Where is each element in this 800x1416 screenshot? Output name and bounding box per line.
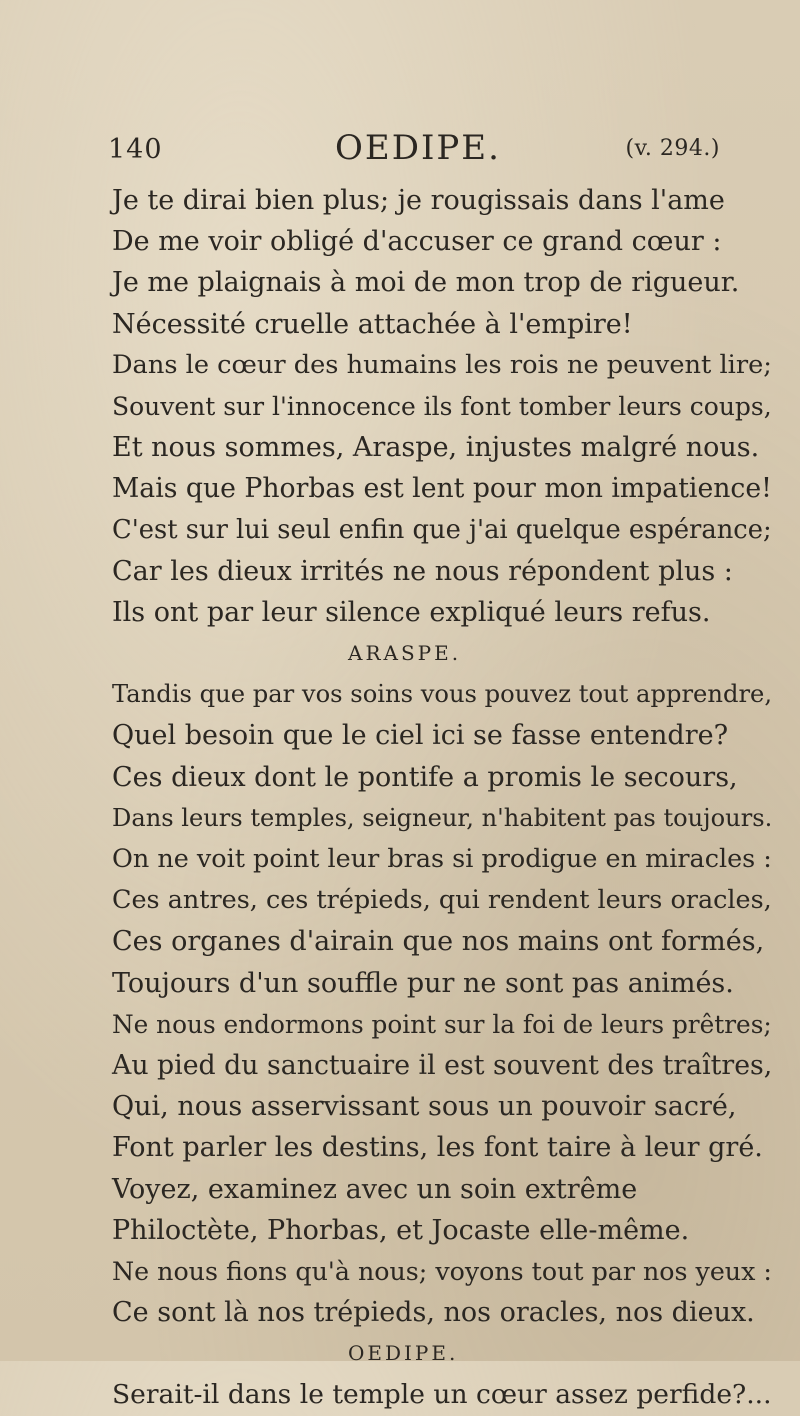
verse-line: Ne nous fions qu'à nous; voyons tout par nos yeux : — [112, 1256, 772, 1286]
verse-line: Tandis que par vos soins vous pouvez tout apprendre, — [112, 680, 773, 709]
verse-line: Mais que Phorbas est lent pour mon impatience! — [112, 473, 772, 505]
verse-line: Philoctète, Phorbas, et Jocaste elle-même. — [112, 1214, 690, 1246]
verse-line: Souvent sur l'innocence ils font tomber leurs coups, — [112, 391, 772, 421]
verse-line: Toujours d'un souffle pur ne sont pas animés. — [112, 967, 734, 999]
verse-line: On ne voit point leur bras si prodigue en miracles : — [112, 844, 772, 874]
verse-line: Je te dirai bien plus; je rougissais dans l'ame — [112, 185, 725, 216]
verse-line: Ces dieux dont le pontife a promis le secours, — [112, 761, 738, 793]
verse-line: Font parler les destins, les font taire à leur gré. — [112, 1132, 763, 1164]
verse-line: Dans leurs temples, seigneur, n'habitent pas toujours. — [112, 803, 773, 832]
verse-line: Quel besoin que le ciel ici se fasse entendre? — [112, 720, 729, 752]
play-text — [112, 180, 772, 1416]
verse-line: Ne nous endormons point sur la foi de leurs prêtres; — [112, 1009, 772, 1039]
page-header — [108, 128, 720, 172]
verse-line: Au pied du sanctuaire il est souvent des traîtres, — [112, 1049, 773, 1081]
verse-line: Et nous sommes, Araspe, injustes malgré nous. — [112, 432, 760, 464]
verse-line: Voyez, examinez avec un soin extrême — [112, 1173, 638, 1205]
verse-line: Dans le cœur des humains les rois ne peuvent lire; — [112, 349, 772, 380]
verse-line: Qui, nous asservissant sous un pouvoir sacré, — [112, 1091, 737, 1123]
verse-line: Car les dieux irrités ne nous répondent plus : — [112, 555, 733, 587]
verse-line: De me voir obligé d'accuser ce grand cœur : — [112, 226, 722, 258]
speaker-name: ARASPE. — [348, 641, 462, 666]
verse-line: Ces organes d'airain que nos mains ont formés, — [112, 926, 765, 958]
verse-line: Ils ont par leur silence expliqué leurs refus. — [112, 596, 711, 628]
speaker-name: OEDIPE. — [348, 1341, 459, 1366]
page-number: 140 — [108, 134, 163, 165]
verse-line: Je me plaignais à moi de mon trop de rigueur. — [112, 267, 740, 299]
verse-line: C'est sur lui seul enfin que j'ai quelque espérance; — [112, 514, 772, 545]
verse-line: Ces antres, ces trépieds, qui rendent leurs oracles, — [112, 885, 772, 916]
running-title: OEDIPE. — [335, 128, 501, 168]
verse-reference: (v. 294.) — [625, 136, 720, 161]
verse-line: Nécessité cruelle attachée à l'empire! — [112, 308, 633, 340]
verse-line: Ce sont là nos trépieds, nos oracles, nos dieux. — [112, 1297, 755, 1329]
verse-line: Serait-il dans le temple un cœur assez perfide?... — [112, 1379, 772, 1411]
